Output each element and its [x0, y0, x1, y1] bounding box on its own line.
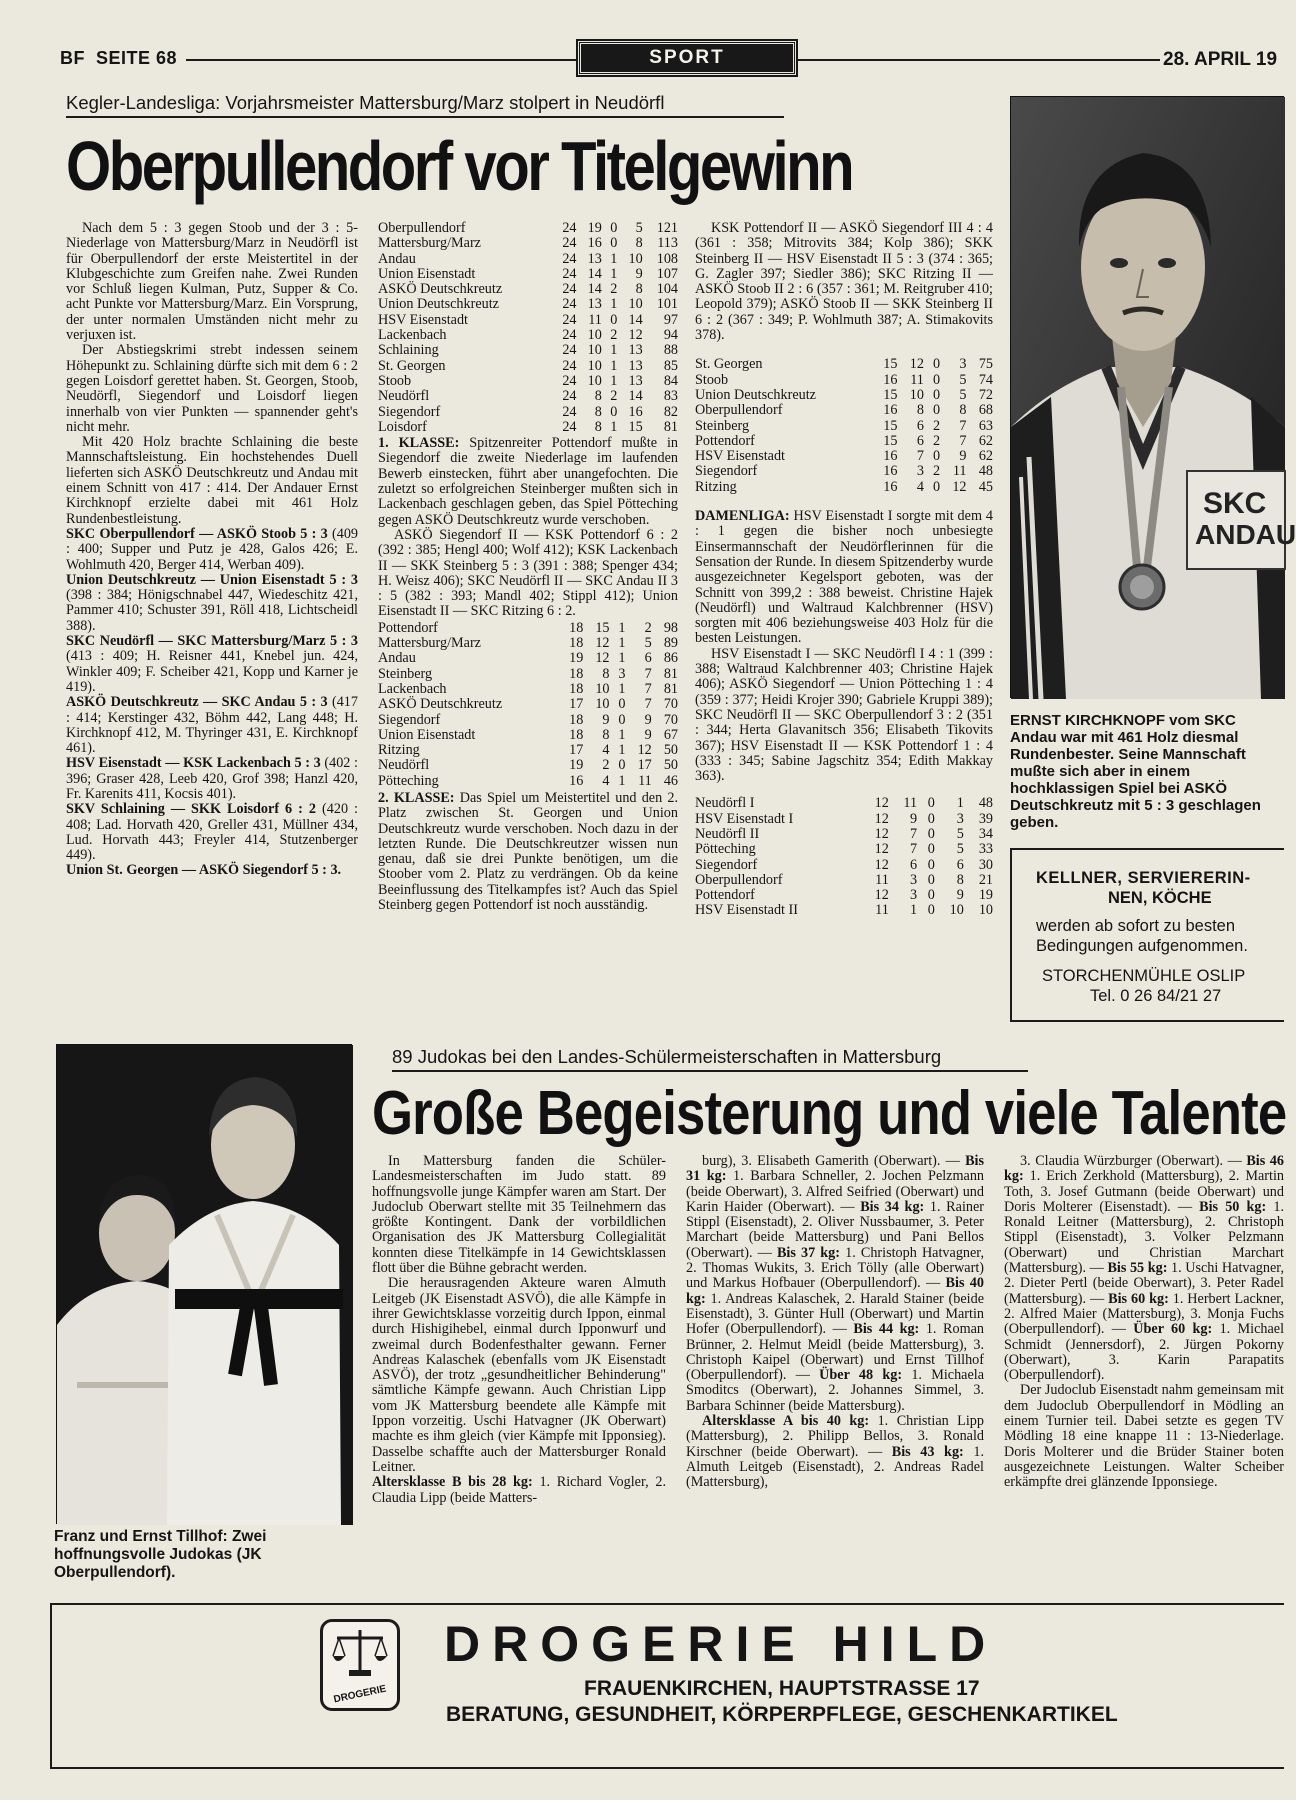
standings-row: Mattersburg/Marz 18 12 1 5 89 [378, 635, 678, 652]
drogerie-title: DROGERIE HILD [444, 1616, 998, 1672]
standings-row: Union Deutschkreutz 24 13 1 10 101 [378, 296, 678, 313]
standings-row: Andau 19 12 1 6 86 [378, 650, 678, 667]
section-label-text: SPORT [649, 47, 725, 68]
page-number: SEITE 68 [96, 48, 178, 68]
standings-row: Stoob 24 10 1 13 84 [378, 372, 678, 389]
kellner-ad-line6: Tel. 0 26 84/21 27 [1090, 987, 1222, 1005]
issue-date: 28. APRIL 19 [1163, 49, 1278, 70]
article2-col3-paragraph: 3. Claudia Würzburger (Oberwart). — Bis 46 kg: 1. Erich Zerkhold (Mattersburg), 2. Martin Toth, 3. Josef Gutmann (beide Oberwart) und Doris Molterer (Eisenstadt). — Bis 50 kg: 1. Ronald Leitner (Mattersburg), 2. Christoph Stippl (Eisenstadt), 3. Volker Pelzmann (Oberwart) und Christian Marchart (Mattersburg). — Bis 55 kg: 1. Uschi Hatvagner, 2. Dieter Pertl (beide Oberwart), 3. Peter Radel (Mattersburg). — Bis 60 kg: 1. Herbert Lackner, 2. Alfred Maier (Mattersburg), 3. Monja Fuchs (Oberpullendorf). — Über 60 kg: 1. Michael Schmidt (Jennersdorf), 2. Jürgen Pokorny (Oberwart), 3. Karin Parapatits (Oberpullendorf). [1004, 1153, 1285, 1384]
section-label [578, 41, 796, 75]
masthead-rule-right [796, 59, 1160, 61]
kellner-ad-line1: KELLNER, SERVIERERIN- [1036, 869, 1251, 887]
article2-headline: Große Begeisterung und viele Talente [372, 1079, 1287, 1148]
kellner-ad-line2: NEN, KÖCHE [1108, 889, 1212, 907]
standings-row: Ritzing 17 4 1 12 50 [378, 742, 678, 759]
standings-row: Siegendorf 18 9 0 9 70 [378, 711, 678, 728]
article1-col1-paragraph: Der Abstiegskrimi strebt indessen seinem Höhepunkt zu. Schlaining dürfte sich mit dem 6 : 2 gegen Loisdorf gerettet haben. St. Georgen, Stoob, Neudörfl, Siegendorf und Loisdorf liegen innerhalb von vier Punkten — spannender geht's nicht mehr. [66, 342, 358, 435]
article1-col1-paragraph: SKV Schlaining — SKK Loisdorf 6 : 2 (420 : 408; Lad. Horvath 420, Greller 431, Müllner 434, Lud. Horvath 443; Freyler 414, Stutzenberger 449). [66, 801, 359, 864]
standings-row: Steinberg 18 8 3 7 81 [378, 665, 678, 682]
standings-row: Union Eisenstadt 24 14 1 9 107 [378, 265, 678, 282]
masthead-prefix: BF [60, 48, 85, 68]
standings-row: Schlaining 24 10 1 13 88 [378, 342, 678, 359]
standings-row: Ritzing 16 4 0 12 45 [695, 478, 993, 495]
standings-landesliga [378, 221, 678, 435]
standings-row: Lackenbach 18 10 1 7 81 [378, 680, 678, 697]
article2-col3 [1004, 1154, 1284, 1584]
standings-row: HSV Eisenstadt 16 7 0 9 62 [695, 448, 993, 465]
article2-kicker: 89 Judokas bei den Landes-Schülermeisterschaften in Mattersburg [392, 1046, 942, 1067]
judokas-portrait-icon [57, 1045, 353, 1525]
judokas-caption: Franz und Ernst Tillhof: Zwei hoffnungsvolle Judokas (JK Oberpullendorf). [54, 1528, 267, 1581]
standings-row: Oberpullendorf 11 3 0 8 21 [695, 871, 993, 888]
standings-row: Pottendorf 15 6 2 7 62 [695, 432, 993, 449]
kirchknopf-portrait-icon [1011, 97, 1285, 699]
article1-col1-paragraph: SKC Neudörfl — SKC Mattersburg/Marz 5 : 3 (413 : 409; H. Reisner 441, Knebel jun. 424, Winkler 409; F. Scheiber 421, Kopp und Karner je 419). [66, 633, 358, 695]
mortar-scale-icon [323, 1622, 397, 1682]
article1-col2-paragraph: 1. KLASSE: Spitzenreiter Pottendorf mußte in Siegendorf die zweite Niederlage im laufenden Bewerb einstecken, führt aber unangefochten. Die zuletzt so erfolgreichen Steinberger mußten sich in Lackenbach geschlagen geben, das Spiel Pötteching gegen ASKÖ Deutschkreutz wurde verschoben. [378, 435, 678, 528]
article1-col1-paragraph: Nach dem 5 : 3 gegen Stoob und der 3 : 5-Niederlage von Mattersburg/Marz in Neudörfl ist für Oberpullendorf der erste Meistertitel in der Klubgeschichte zum Greifen nahe. Zwei Runden vor Schluß liegen Kulman, Putz, Supper & Co. acht Punkte vor Mattersburg/Marz. Ein Vorsprung, der unter normalen Umständen nicht mehr zu verjuxen ist. [66, 220, 358, 344]
standings-row: ASKÖ Deutschkreutz 17 10 0 7 70 [378, 696, 678, 713]
standings-row: HSV Eisenstadt II 11 1 0 10 10 [695, 902, 993, 919]
article1-headline: Oberpullendorf vor Titelgewinn [66, 127, 853, 205]
standings-row: HSV Eisenstadt 24 11 0 14 97 [378, 311, 678, 328]
standings-row: Pottendorf 18 15 1 2 98 [378, 619, 678, 636]
article2-col2 [686, 1154, 984, 1491]
drogerie-logo [320, 1619, 400, 1711]
standings-row: Neudörfl 19 2 0 17 50 [378, 757, 678, 774]
article1-col1-paragraph: ASKÖ Deutschkreutz — SKC Andau 5 : 3 (417 : 414; Kerstinger 432, Böhm 442, Lang 448; H. Kirchknopf 412, M. Thyringer 431, E. Kirchknopf 461). [66, 694, 358, 757]
standings-row: Union Deutschkreutz 15 10 0 5 72 [695, 386, 993, 403]
standings-row: Steinberg 15 6 2 7 63 [695, 417, 993, 434]
kirchknopf-photo [1010, 96, 1296, 698]
kicker-underline [66, 116, 784, 118]
standings-row: St. Georgen 15 12 0 3 75 [695, 356, 993, 373]
standings-row: Loisdorf 24 8 1 15 81 [378, 418, 678, 435]
article1-col1-paragraph: HSV Eisenstadt — KSK Lackenbach 5 : 3 (402 : 396; Graser 428, Leeb 420, Grof 398; Hanzl 420, Fr. Karenits 411, Kocsis 401). [66, 755, 358, 802]
kicker2-underline [392, 1070, 1028, 1072]
kellner-ad [1010, 848, 1284, 1022]
article1-col1-paragraph: Mit 420 Holz brachte Schlaining die beste Mannschaftsleistung. Ein hochstehendes Duell lieferten sich ASKÖ Deutschkreutz und Andau mit einem Schnitt von 417 : 414. Der Andauer Ernst Kirchknopf erzielte dabei mit 461 Holz Rundenbestleistung. [66, 434, 358, 527]
article2-col1-paragraph: Altersklasse B bis 28 kg: 1. Richard Vogler, 2. Claudia Lipp (beide Matters- [372, 1474, 666, 1506]
article1-col1-paragraph: Union St. Georgen — ASKÖ Siegendorf 5 : 3. [66, 862, 342, 879]
masthead-rule-left [186, 59, 578, 61]
kellner-ad-line5: STORCHENMÜHLE OSLIP [1042, 967, 1246, 985]
standings-row: Pötteching 12 7 0 5 33 [695, 841, 993, 858]
kellner-ad-line4: Bedingungen aufgenommen. [1036, 937, 1248, 955]
article2-col3-paragraph: Der Judoclub Eisenstadt nahm gemeinsam mit dem Judoclub Oberpullendorf in Mödling an einem Turnier teil. Dabei setzte es gegen TV Mödling 18 eine knappe 11 : 13-Niederlage. Doris Molterer und die Brüder Stainer boten ausgezeichnete Leistungen. Walter Scheiber erkämpfte drei glänzende Ipponsiege. [1004, 1382, 1284, 1491]
article1-col1-paragraph: Union Deutschkreutz — Union Eisenstadt 5 : 3 (398 : 384; Hönigschnabel 447, Wiedeschitz 421, Pammer 410; Schuster 391, Röll 418, Lichtscheidl 388). [66, 571, 358, 634]
standings-row: Pötteching 16 4 1 11 46 [378, 772, 678, 789]
article2-col2-paragraph: Altersklasse A bis 40 kg: 1. Christian Lipp (Mattersburg), 2. Philipp Bellos, 3. Ronald Kirschner (beide Oberwart). — Bis 43 kg: 1. Almuth Leitgeb (Eisenstadt), 2. Andreas Radel (Mattersburg), [686, 1413, 984, 1491]
article1-col3-paragraph: KSK Pottendorf II — ASKÖ Siegendorf III 4 : 4 (361 : 358; Mitrovits 384; Kolp 386); SKK Steinberg II — HSV Eisenstadt II 5 : 3 (374 : 365; G. Zagler 397; Siedler 386); SKC Ritzing II — ASKÖ Stoob II 2 : 6 (357 : 361; M. Reitgruber 410; Leopold 379); ASKÖ Stoob II — SKK Steinberg II 6 : 2 (367 : 349; P. Wohlmuth 387; A. Stimakovits 378). [695, 220, 993, 344]
article1-col1 [66, 221, 358, 879]
jacket-text-1: SKC [1203, 487, 1267, 520]
standings-row: Neudörfl 24 8 2 14 83 [378, 388, 678, 405]
standings-row: Pottendorf 12 3 0 9 19 [695, 887, 993, 904]
article1-col2-paragraph: ASKÖ Siegendorf II — KSK Pottendorf 6 : 2 (392 : 385; Hengl 400; Wolf 412); KSK Lackenbach II — SKK Steinberg 5 : 3 (391 : 388; Spenger 434; H. Weisz 406); SKC Neudörfl II — SKC Andau II 3 : 5 (382 : 393; Mandl 402; Stippl 412); Union Eisenstadt II — SKC Ritzing 6 : 2. [378, 526, 678, 620]
drogerie-logo-text: DROGERIE [332, 1683, 388, 1706]
standings-row: Oberpullendorf 16 8 0 8 68 [695, 402, 993, 419]
drogerie-services: BERATUNG, GESUNDHEIT, KÖRPERPFLEGE, GESCHENKARTIKEL [446, 1703, 1118, 1726]
drogerie-address: FRAUENKIRCHEN, HAUPTSTRASSE 17 [584, 1677, 980, 1700]
standings-row: Stoob 16 11 0 5 74 [695, 371, 993, 388]
standings-row: Oberpullendorf 24 19 0 5 121 [378, 220, 678, 236]
standings-row: Union Eisenstadt 18 8 1 9 67 [378, 726, 678, 743]
article1-col2 [378, 221, 678, 913]
article2-col1-paragraph: Die herausragenden Akteure waren Almuth Leitgeb (JK Eisenstadt ASVÖ), die alle Kämpfe in ihrer Gewichtsklasse vorzeitig durch Ippon, einmal durch Hishigihebel, einmal durch Ipponwurf und zweimal durch Bodenfesthalter gewann. Ferner Andreas Kalaschek (ebenfalls vom JK Eisenstadt ASVÖ), der trotz „gesundheitlicher Behinderung" sämtliche Kämpfe gewann. Auch Christian Lipp vom JK Mattersburg beendete alle Kämpfe mit Ippon vorzeitig. Uschi Hatvagner (JK Oberwart) machte es ihm gleich (vier Kämpfe mit Ipponsieg). Dasselbe schaffte auch der Mattersburger Ronald Leitner. [372, 1275, 666, 1475]
standings-row: Siegendorf 24 8 0 16 82 [378, 403, 678, 420]
article1-col2-paragraph: 2. KLASSE: Das Spiel um Meistertitel und den 2. Platz zwischen St. Georgen und Union Deutschkreutz wurde verschoben. Noch dazu in der letzten Runde. Die Deutschkreutzer wissen nun genau, daß sie drei Punkte benötigen, um die Stoober vom 2. Platz zu verdrängen. Ob da keine Beeinflussung des Titelkampfes ist? Auch das Spiel Steinberg gegen Pottendorf ist noch ausständig. [378, 789, 678, 914]
article1-col3-paragraph: HSV Eisenstadt I — SKC Neudörfl I 4 : 1 (399 : 388; Waltraud Kalchbrenner 403; Christine Hajek 406); ASKÖ Siegendorf — Union Pötteching 1 : 4 (359 : 377; Heidi Krojer 390; Gabriele Kruppi 389); SKC Neudörfl II — SKC Oberpullendorf 3 : 2 (351 : 344; Herta Glavanitsch 356; Elisabeth Tikovits 367); HSV Eisenstadt II — KSK Pottendorf 1 : 4 (333 : 345; Sabine Jagschitz 354; Edith Makkay 363). [695, 645, 993, 785]
standings-row: Neudörfl II 12 7 0 5 34 [695, 825, 993, 842]
standings-2-klasse [695, 357, 993, 495]
article1-col3 [695, 221, 993, 919]
drogerie-ad [50, 1603, 1284, 1769]
standings-row: Siegendorf 16 3 2 11 48 [695, 463, 993, 480]
standings-row: HSV Eisenstadt I 12 9 0 3 39 [695, 810, 993, 827]
jacket-text-2: ANDAU [1195, 519, 1296, 550]
standings-row: Mattersburg/Marz 24 16 0 8 113 [378, 235, 678, 252]
judokas-photo [56, 1044, 352, 1524]
standings-row: Siegendorf 12 6 0 6 30 [695, 856, 993, 873]
article2-col2-paragraph: burg), 3. Elisabeth Gamerith (Oberwart). — Bis 31 kg: 1. Barbara Schneller, 2. Jochen Pelzmann (beide Oberwart), 3. Alfred Seifried (Oberwart) und Karin Haider (Oberwart). — Bis 34 kg: 1. Rainer Stippl (Eisenstadt), 2. Oliver Nussbaumer, 3. Peter Marchart (beide Mattersburg) und Pani Bellos (Oberwart). — Bis 37 kg: 1. Christoph Hatvagner, 2. Thomas Wukits, 3. Erich Tölly (alle Oberwart) und Markus Hofbauer (Oberpullendorf). — Bis 40 kg: 1. Andreas Kalaschek, 2. Harald Stainer (beide Eisenstadt), 3. Günter Hull (Oberwart) und Martin Hofer (Oberpullendorf). — Bis 44 kg: 1. Roman Brünner, 2. Helmut Meidl (beide Mattersburg), 3. Christoph Kaipel (Oberwart) und Ernst Tillhof (Oberpullendorf). — Über 48 kg: 1. Michaela Smoditcs (Oberwart), 2. Johannes Simmel, 3. Barbara Schinner (beide Mattersburg). [686, 1153, 985, 1414]
standings-row: Neudörfl I 12 11 0 1 48 [695, 795, 993, 812]
standings-row: St. Georgen 24 10 1 13 85 [378, 357, 678, 374]
masthead-left [60, 48, 177, 69]
kellner-ad-line3: werden ab sofort zu besten [1036, 917, 1236, 935]
article1-col3-paragraph: DAMENLIGA: HSV Eisenstadt I sorgte mit dem 4 : 1 gegen die bisher noch unbesiegte Einsermannschaft der Neudörflerinnen für die Sensation der Runde. In diesem Spitzenderby wurde ausgezeichneter Kegelsport geboten, was der Schnitt von 399,2 : 388 beweist. Christine Hajek (Neudörfl) und Waltraud Kalchbrenner (HSV) sorgten mit 406 beziehungsweise 403 Holz für die besten Leistungen. [695, 508, 993, 647]
article2-col1 [372, 1154, 666, 1506]
article2-col1-paragraph: In Mattersburg fanden die Schüler-Landesmeisterschaften im Judo statt. 89 hoffnungsvolle junge Kämpfer waren am Start. Der Judoclub Oberwart stellte mit 35 Teilnehmern das größte Kontingent. Dank der vorbildlichen Organisation des JK Mattersburg Collegialität konnten diese Titelkämpfe in 14 Gewichtsklassen flott über die Bühne gebracht werden. [372, 1153, 666, 1277]
standings-damenliga [695, 796, 993, 918]
standings-row: Lackenbach 24 10 2 12 94 [378, 327, 678, 344]
article1-col1-paragraph: SKC Oberpullendorf — ASKÖ Stoob 5 : 3 (409 : 400; Supper und Putz je 428, Galos 426; E. Wohlmuth 420, Berger 414, Werban 409). [66, 525, 359, 573]
article1-kicker: Kegler-Landesliga: Vorjahrsmeister Mattersburg/Marz stolpert in Neudörfl [66, 92, 665, 113]
standings-row: Andau 24 13 1 10 108 [378, 250, 678, 267]
standings-row: ASKÖ Deutschkreutz 24 14 2 8 104 [378, 281, 678, 298]
kirchknopf-caption: ERNST KIRCHKNOPF vom SKC Andau war mit 461 Holz diesmal Rundenbester. Seine Mannschaft mußte sich aber in einem hochklassigen Spiel bei ASKÖ Deutschkreutz mit 5 : 3 geschlagen geben. [1010, 712, 1261, 831]
standings-1-klasse [378, 621, 678, 789]
